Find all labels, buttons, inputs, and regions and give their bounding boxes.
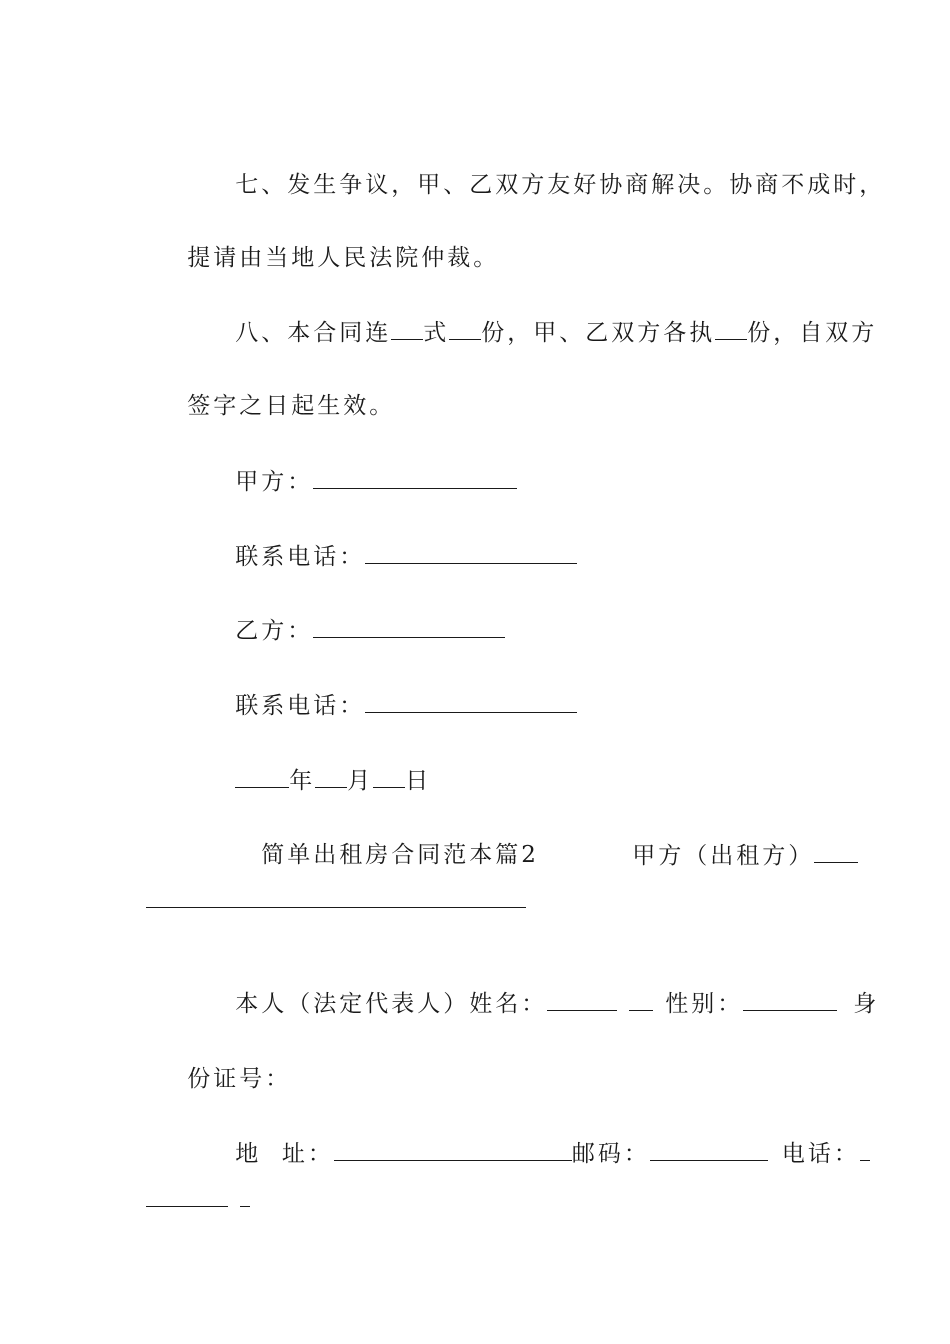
person-name-label: 本人（法定代表人）姓名： — [235, 991, 548, 1017]
gender-blank[interactable] — [743, 988, 837, 1011]
date-month-label: 月 — [347, 768, 374, 794]
phone-a-label: 联系电话： — [235, 544, 366, 570]
section-2-title: 简单出租房合同范本篇2 — [261, 842, 539, 868]
postcode-label: 邮码： — [571, 1141, 650, 1167]
lessor-row — [591, 810, 858, 901]
clause-8-text-part-3: 份，甲、乙双方各执 — [481, 320, 716, 346]
party-a-blank[interactable] — [313, 466, 517, 489]
person-row — [194, 958, 879, 1049]
postcode-blank[interactable] — [650, 1138, 768, 1161]
phone-label: 电话： — [781, 1141, 860, 1167]
address-row — [194, 1108, 870, 1199]
person-name-extra-blank[interactable] — [629, 988, 653, 1011]
clause-7-continuation: 提请由当地人民法院仲裁。 — [187, 245, 500, 271]
clause-8-text-part-4: 份，自双方 — [747, 320, 878, 346]
clause-7-text: 七、发生争议，甲、乙双方友好协商解决。协商不成时， — [235, 172, 886, 198]
id-label-part-2: 份证号： — [187, 1066, 292, 1092]
clause-8-continuation: 签字之日起生效。 — [187, 393, 396, 419]
address-label: 地 址： — [235, 1141, 334, 1167]
date-year-label: 年 — [289, 768, 316, 794]
address-blank[interactable] — [334, 1138, 572, 1161]
date-month-blank[interactable] — [315, 765, 347, 788]
lessor-continuation-blank[interactable] — [146, 907, 526, 908]
lessor-blank[interactable] — [814, 840, 858, 863]
clause-8-text-part-1: 八、本合同连 — [235, 320, 392, 346]
phone-b-blank[interactable] — [365, 690, 577, 713]
phone-a-blank[interactable] — [365, 541, 577, 564]
phone-blank-start[interactable] — [860, 1138, 870, 1161]
person-name-blank[interactable] — [547, 988, 617, 1011]
party-a-label: 甲方： — [235, 469, 314, 495]
clause-8-text-part-2: 式 — [423, 320, 450, 346]
date-day-label: 日 — [405, 768, 432, 794]
copies-each-blank[interactable] — [715, 317, 747, 340]
party-b-blank[interactable] — [313, 615, 505, 638]
phone-b-label: 联系电话： — [235, 693, 366, 719]
phone-continuation-blank-tail[interactable] — [240, 1206, 250, 1207]
copies-total-blank[interactable] — [391, 317, 423, 340]
date-day-blank[interactable] — [373, 765, 405, 788]
section-2-heading — [220, 810, 539, 900]
phone-continuation-blank[interactable] — [146, 1206, 228, 1207]
gender-label: 性别： — [665, 991, 744, 1017]
copies-count-blank[interactable] — [449, 317, 481, 340]
party-b-label: 乙方： — [235, 618, 314, 644]
date-year-blank[interactable] — [235, 765, 289, 788]
id-label-part-1: 身 — [853, 991, 880, 1017]
lessor-label: 甲方（出租方） — [632, 843, 815, 869]
